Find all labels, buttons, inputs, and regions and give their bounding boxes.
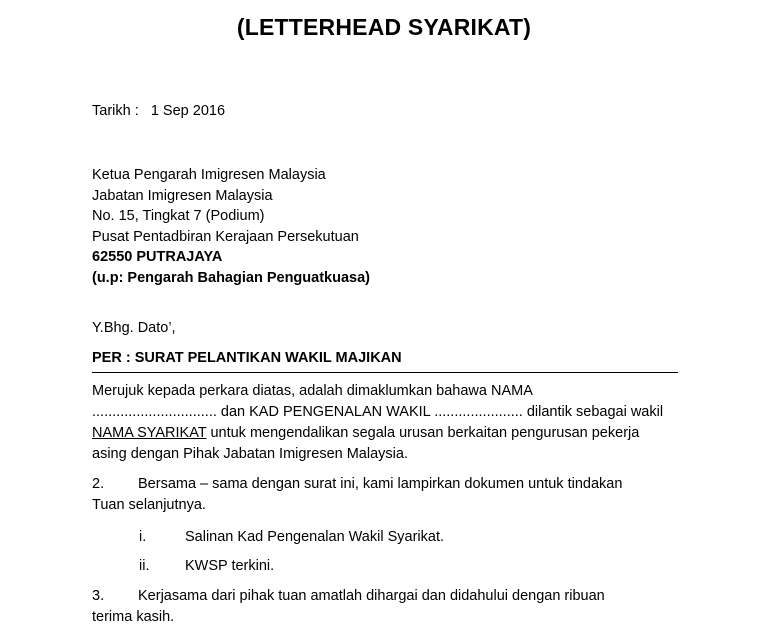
salutation: Y.Bhg. Dato’, xyxy=(92,320,176,336)
paragraph-line: ............................... dan KAD PENGENALAN WAKIL ...................... dilantik sebagai wakil xyxy=(92,404,664,420)
letterhead-title: (LETTERHEAD SYARIKAT) xyxy=(236,14,532,40)
address-line: Jabatan Imigresen Malaysia xyxy=(92,187,273,204)
paragraph-text: Kerjasama dari pihak tuan amatlah dihargai dan didahului dengan ribuan xyxy=(138,588,605,604)
date-value: 1 Sep 2016 xyxy=(150,103,226,119)
address-line: Pusat Pentadbiran Kerajaan Persekutuan xyxy=(92,228,359,245)
attachment-text: KWSP terkini. xyxy=(185,558,275,574)
attachment-item xyxy=(139,556,274,577)
attachment-numeral: i. xyxy=(139,529,147,545)
date-line xyxy=(92,103,225,119)
address-postcode-city: 62550 PUTRAJAYA xyxy=(92,249,223,265)
attachment-item xyxy=(139,527,444,548)
date-label: Tarikh : xyxy=(92,103,139,119)
paragraph-line: asing dengan Pihak Jabatan Imigresen Malaysia. xyxy=(92,446,408,462)
paragraph-2 xyxy=(92,474,692,516)
paragraph-text: untuk mengendalikan segala urusan berkaitan pengurusan pekerja xyxy=(206,425,640,441)
attachment-numeral: ii. xyxy=(139,558,150,574)
paragraph-3 xyxy=(92,586,692,628)
paragraph-1 xyxy=(92,381,692,465)
recipient-address xyxy=(92,165,370,288)
subject-line: PER : SURAT PELANTIKAN WAKIL MAJIKAN xyxy=(92,350,402,366)
paragraph-line xyxy=(92,423,692,444)
address-line: No. 15, Tingkat 7 (Podium) xyxy=(92,208,265,224)
address-attention: (u.p: Pengarah Bahagian Penguatkuasa) xyxy=(92,269,370,286)
subject-divider xyxy=(92,372,678,373)
paragraph-line: Merujuk kepada perkara diatas, adalah dimaklumkan bahawa NAMA xyxy=(92,383,533,399)
attachment-text: Salinan Kad Pengenalan Wakil Syarikat. xyxy=(185,529,445,545)
address-line: Ketua Pengarah Imigresen Malaysia xyxy=(92,167,326,183)
paragraph-number: 3. xyxy=(92,588,105,604)
paragraph-text: Bersama – sama dengan surat ini, kami lampirkan dokumen untuk tindakan xyxy=(138,476,623,492)
company-name-placeholder: NAMA SYARIKAT xyxy=(92,425,207,441)
paragraph-number: 2. xyxy=(92,476,105,492)
paragraph-line: Tuan selanjutnya. xyxy=(92,497,206,513)
paragraph-line: terima kasih. xyxy=(92,609,175,625)
